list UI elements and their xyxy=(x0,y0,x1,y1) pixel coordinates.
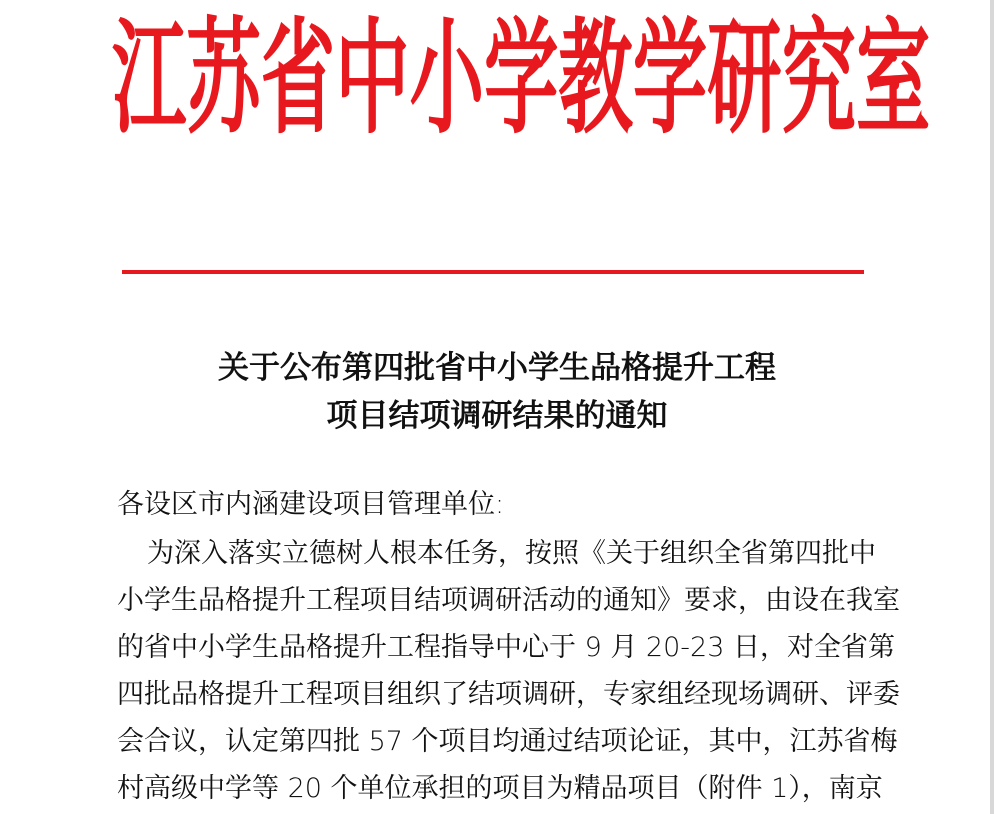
body-line: 村高级中学等 20 个单位承担的项目为精品项目（附件 1），南京 xyxy=(117,773,883,804)
body-line: 为深入落实立德树人根本任务，按照《关于组织全省第四批中 xyxy=(147,538,876,569)
salutation: 各设区市内涵建设项目管理单位: xyxy=(117,489,505,520)
body-line: 会合议，认定第四批 57 个项目均通过结项论证，其中，江苏省梅 xyxy=(117,726,898,757)
body-line: 小学生品格提升工程项目结项调研活动的通知》要求，由设在我室 xyxy=(117,585,900,616)
body-line: 四批品格提升工程项目组织了结项调研，专家组经现场调研、评委 xyxy=(117,679,900,710)
body-line: 的省中小学生品格提升工程指导中心于 9 月 20-23 日，对全省第 xyxy=(117,632,895,663)
doc-title-line-2: 项目结项调研结果的通知 xyxy=(326,398,668,434)
masthead-logo: 江苏省中小学教学研究室 xyxy=(112,7,931,151)
doc-title-line-1: 关于公布第四批省中小学生品格提升工程 xyxy=(218,350,776,386)
scrollbar[interactable] xyxy=(990,0,994,814)
red-divider xyxy=(122,270,864,274)
